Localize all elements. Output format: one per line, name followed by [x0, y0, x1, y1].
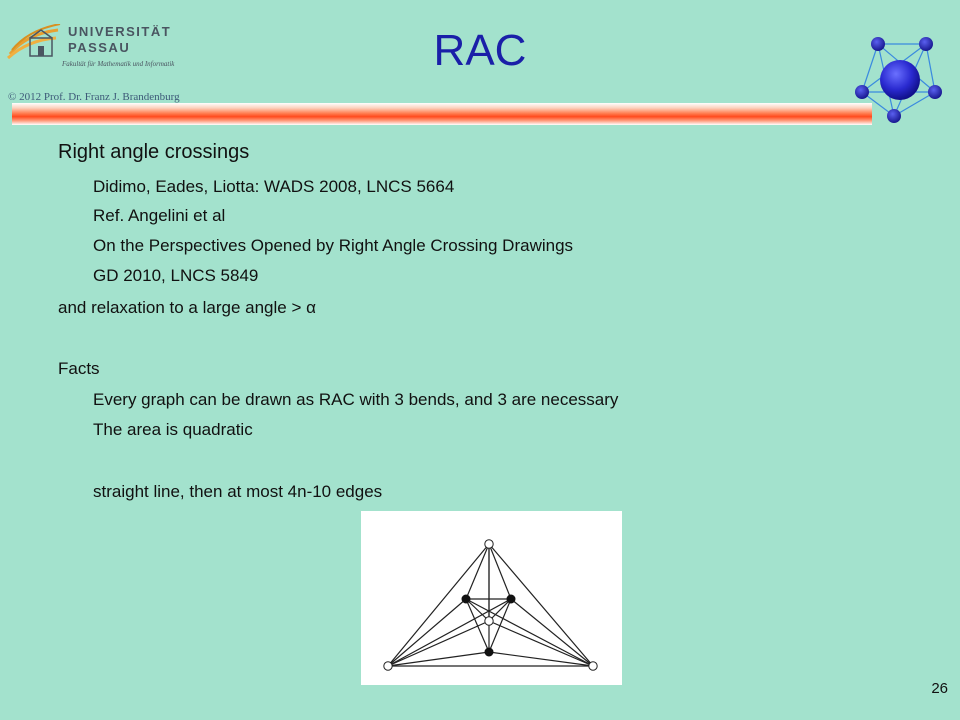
reference-angelini: Ref. Angelini et al — [93, 206, 226, 225]
page-number: 26 — [931, 680, 948, 697]
facts-heading: Facts — [58, 359, 100, 378]
relaxation-text: and relaxation to a large angle > α — [58, 298, 316, 317]
university-logo — [6, 20, 175, 72]
graph-network-icon — [852, 32, 944, 124]
fact-quadratic-area: The area is quadratic — [93, 420, 253, 439]
slide-title: RAC — [433, 26, 527, 75]
logo-faculty-text: Fakultät für Mathematik und Informatik — [62, 60, 175, 68]
fact-straight-line: straight line, then at most 4n-10 edges — [93, 482, 383, 501]
fact-three-bends: Every graph can be drawn as RAC with 3 bends, and 3 are necessary — [93, 390, 619, 409]
rac-graph-figure — [361, 511, 622, 685]
logo-passau-text: PASSAU — [68, 40, 131, 55]
heading-right-angle-crossings: Right angle crossings — [58, 141, 250, 163]
rac-graph-drawing — [361, 511, 622, 685]
reference-gd2010: GD 2010, LNCS 5849 — [93, 266, 259, 285]
header-divider-bar — [12, 103, 872, 125]
copyright-notice: © 2012 Prof. Dr. Franz J. Brandenburg — [8, 91, 180, 103]
reference-didimo: Didimo, Eades, Liotta: WADS 2008, LNCS 5664 — [93, 177, 455, 196]
reference-title: On the Perspectives Opened by Right Angle Crossing Drawings — [93, 236, 574, 255]
building-icon — [6, 24, 62, 64]
logo-university-text: UNIVERSITÄT — [68, 24, 172, 39]
